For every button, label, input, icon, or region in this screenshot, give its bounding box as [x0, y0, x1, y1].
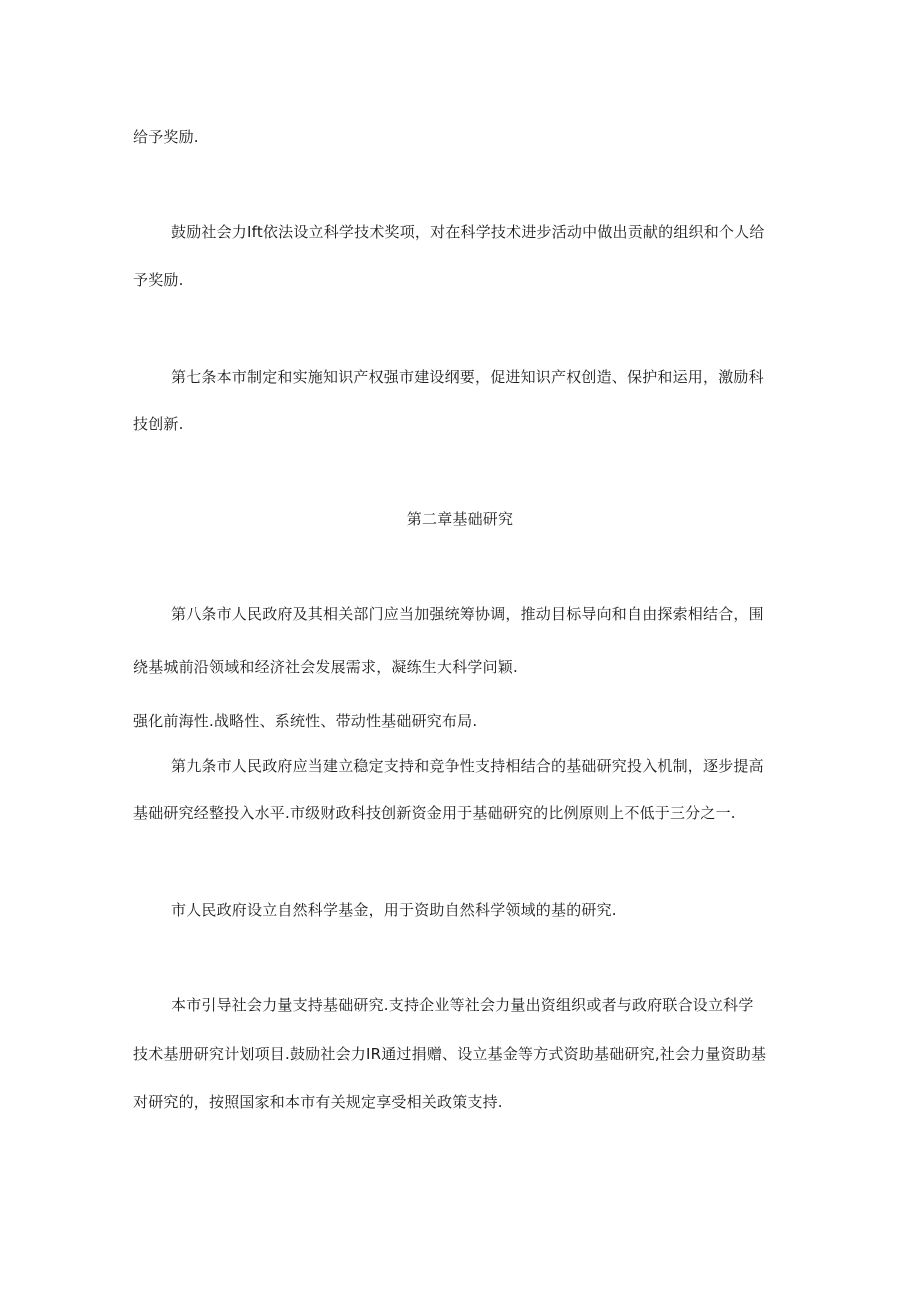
paragraph-line: 第七条本市制定和实施知识产权强市建设纲要，促进知识产权创造、保护和运用，激励科: [171, 368, 764, 386]
paragraph-line: 第八条市人民政府及其相关部门应当加强统筹协调，推动目标导向和自由探索相结合，围: [171, 605, 764, 623]
text-line: 给予奖励.: [133, 128, 199, 146]
chapter-heading: 第二章基础研究: [406, 510, 514, 528]
paragraph-line: 第九条市人民政府应当建立稳定支持和竞争性支持相结合的基础研究投入机制，逐步提高: [171, 757, 764, 775]
text-line: 对研究的，按照国家和本市有关规定享受相关政策支持.: [133, 1093, 503, 1111]
text-line: 予奖励.: [133, 271, 184, 289]
text-line: 技术基册研究计划项目.鼓励社会力IR通过捐赠、设立基金等方式资助基础研究,社会力量资助基: [133, 1045, 767, 1063]
text-line: 强化前海性.战略性、系统性、带动性基础研究布局.: [133, 712, 478, 730]
paragraph-line: 本市引导社会力量支持基础研究.支持企业等社会力量出资组织或者与政府联合设立科学: [171, 996, 754, 1014]
paragraph-line: 市人民政府设立自然科学基金，用于资助自然科学领域的基的研究.: [171, 901, 617, 919]
text-line: 基础研究经整投入水平.市级财政科技创新资金用于基础研究的比例原则上不低于三分之一.: [133, 804, 736, 822]
text-line: 技创新.: [133, 415, 184, 433]
paragraph-line: 鼓励社会力Ift依法设立科学技术奖项，对在科学技术进步活动中做出贡献的组织和个人给: [171, 223, 765, 241]
text-line: 绕基城前沿领域和经济社会发展需求，凝练生大科学问颖.: [133, 658, 518, 676]
